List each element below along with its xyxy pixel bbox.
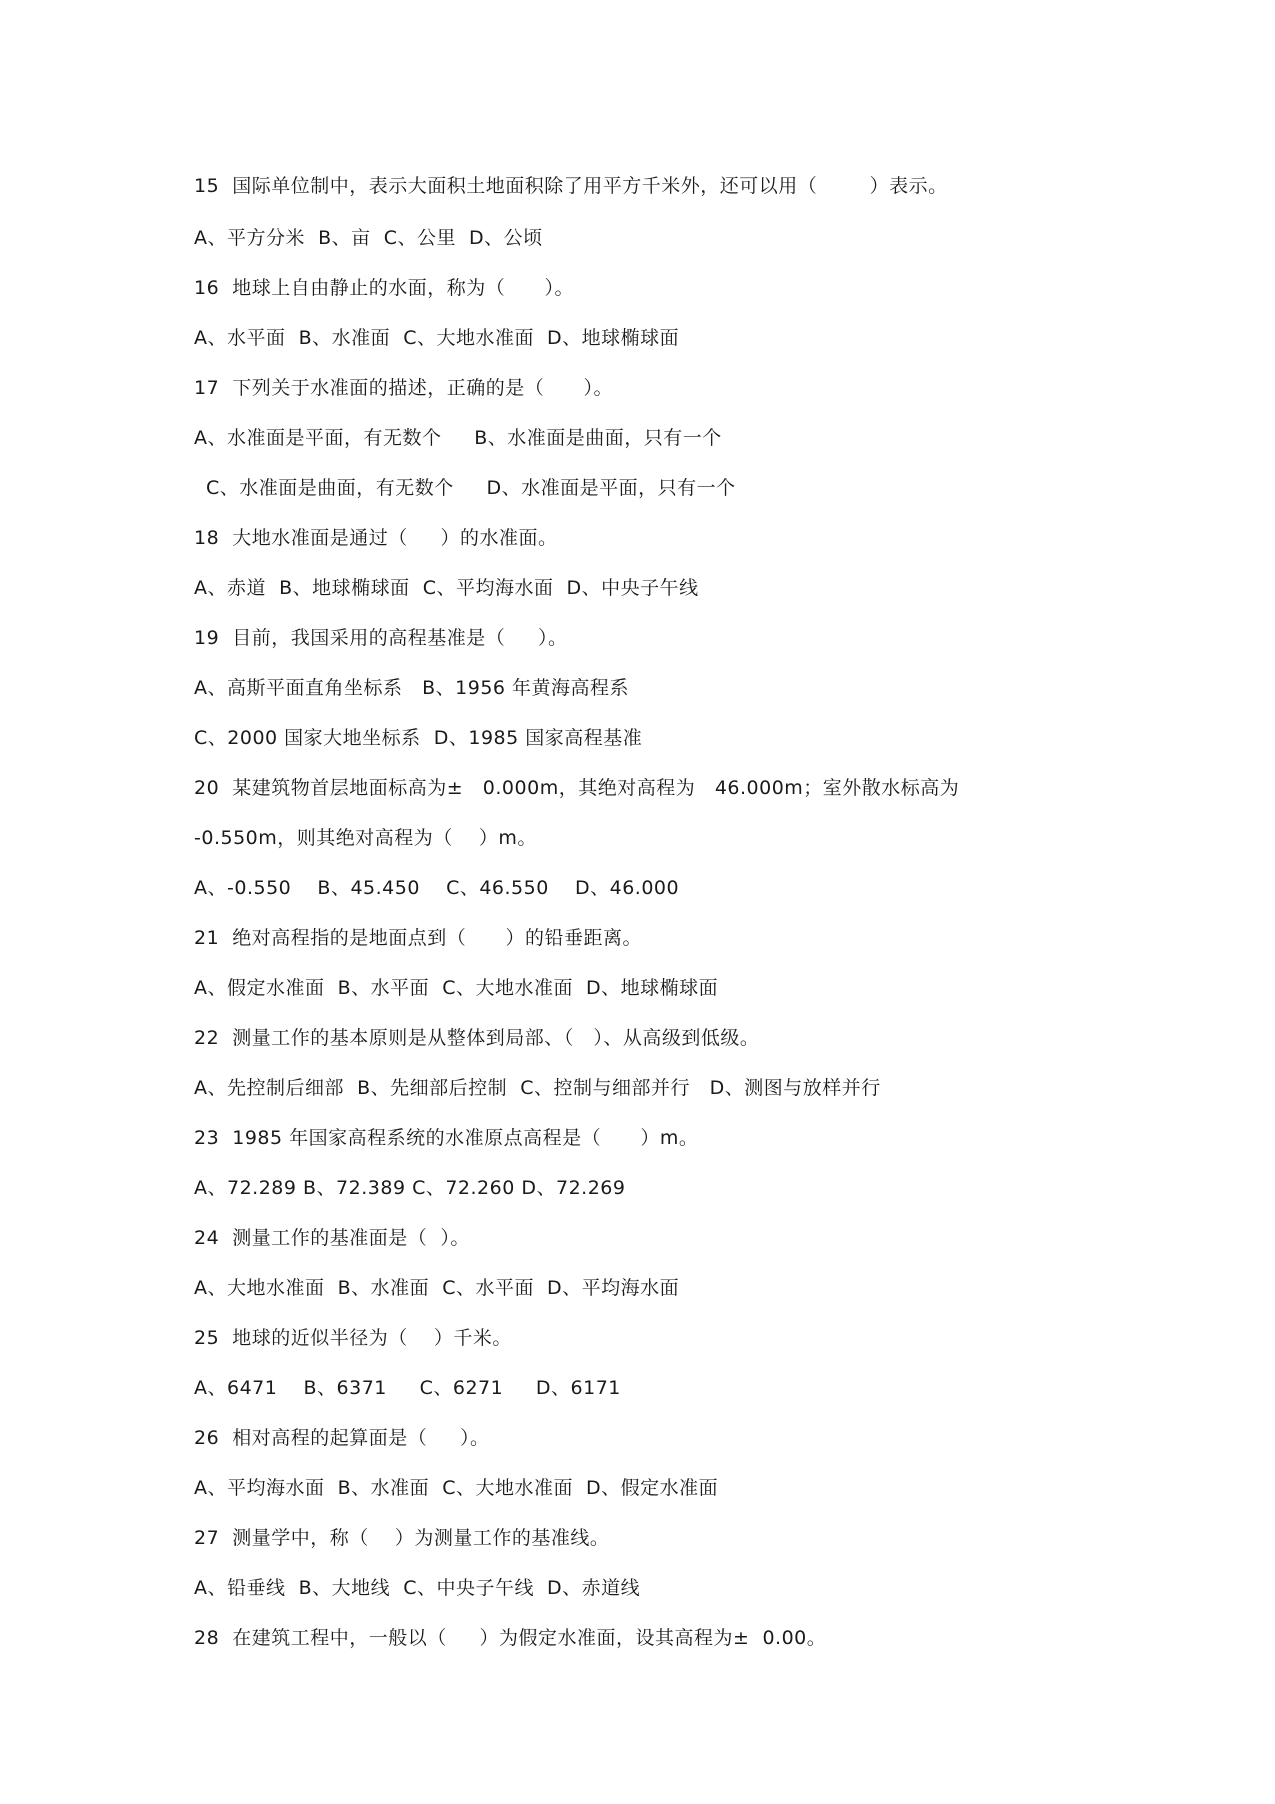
options-22: A、先控制后细部 B、先细部后控制 C、控制与细部并行 D、测图与放样并行 — [194, 1077, 881, 1099]
options-21: A、假定水准面 B、水平面 C、大地水准面 D、地球椭球面 — [194, 977, 719, 999]
question-23: 23 1985 年国家高程系统的水准原点高程是（ ）m。 — [194, 1127, 699, 1149]
options-23: A、72.289 B、72.389 C、72.260 D、72.269 — [194, 1177, 626, 1199]
question-18: 18 大地水准面是通过（ ）的水准面。 — [194, 527, 558, 549]
question-16: 16 地球上自由静止的水面，称为（ ）。 — [194, 277, 574, 299]
question-21: 21 绝对高程指的是地面点到（ ）的铅垂距离。 — [194, 927, 642, 949]
question-25: 25 地球的近似半径为（ ）千米。 — [194, 1327, 512, 1349]
options-20: A、-0.550 B、45.450 C、46.550 D、46.000 — [194, 877, 680, 899]
options-19-cd: C、2000 国家大地坐标系 D、1985 国家高程基准 — [194, 727, 643, 749]
question-22: 22 测量工作的基本原则是从整体到局部、（ ）、从高级到低级。 — [194, 1027, 760, 1049]
options-17-ab: A、水准面是平面，有无数个 B、水准面是曲面，只有一个 — [194, 427, 722, 449]
question-27: 27 测量学中，称（ ）为测量工作的基准线。 — [194, 1527, 610, 1549]
options-17-cd: C、水准面是曲面，有无数个 D、水准面是平面，只有一个 — [206, 477, 736, 499]
options-19-ab: A、高斯平面直角坐标系 B、1956 年黄海高程系 — [194, 677, 630, 699]
question-26: 26 相对高程的起算面是（ ）。 — [194, 1427, 490, 1449]
question-17: 17 下列关于水准面的描述，正确的是（ ）。 — [194, 377, 613, 399]
question-19: 19 目前，我国采用的高程基准是（ ）。 — [194, 627, 568, 649]
question-20: 20 某建筑物首层地面标高为± 0.000m，其绝对高程为 46.000m；室外散水标高为 — [194, 777, 960, 799]
options-16: A、水平面 B、水准面 C、大地水准面 D、地球椭球面 — [194, 327, 680, 349]
question-28: 28 在建筑工程中，一般以（ ）为假定水准面，设其高程为± 0.00。 — [194, 1627, 827, 1649]
options-25: A、6471 B、6371 C、6271 D、6171 — [194, 1377, 621, 1399]
options-15: A、平方分米 B、亩 C、公里 D、公顷 — [194, 227, 543, 249]
options-27: A、铅垂线 B、大地线 C、中央子午线 D、赤道线 — [194, 1577, 641, 1599]
question-24: 24 测量工作的基准面是（ ）。 — [194, 1227, 470, 1249]
question-15: 15 国际单位制中，表示大面积土地面积除了用平方千米外，还可以用（ ）表示。 — [194, 175, 948, 197]
options-24: A、大地水准面 B、水准面 C、水平面 D、平均海水面 — [194, 1277, 680, 1299]
question-20-cont: -0.550m，则其绝对高程为（ ）m。 — [194, 827, 537, 849]
options-26: A、平均海水面 B、水准面 C、大地水准面 D、假定水准面 — [194, 1477, 719, 1499]
options-18: A、赤道 B、地球椭球面 C、平均海水面 D、中央子午线 — [194, 577, 699, 599]
